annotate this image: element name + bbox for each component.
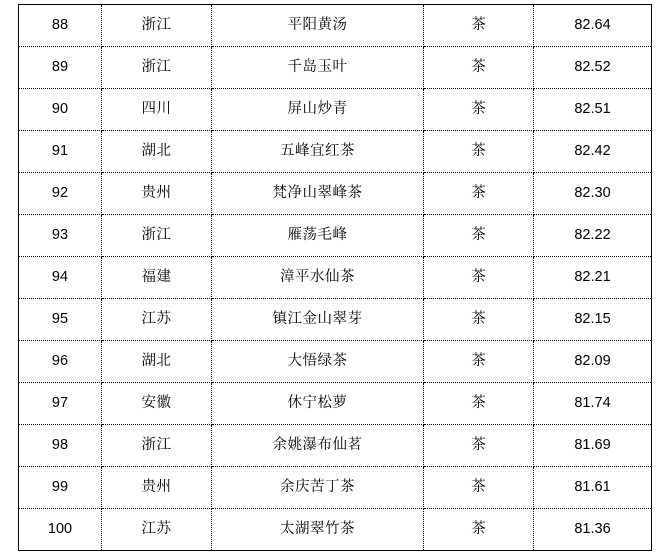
cell-region: 贵州: [102, 467, 212, 509]
cell-category: 茶: [424, 341, 534, 383]
cell-score: 82.51: [534, 89, 652, 131]
cell-category: 茶: [424, 509, 534, 551]
cell-region: 浙江: [102, 47, 212, 89]
table-row: [19, 5, 652, 47]
cell-region: 福建: [102, 257, 212, 299]
cell-category: 茶: [424, 131, 534, 173]
cell-product-name: 漳平水仙茶: [212, 257, 424, 299]
cell-product-name: 屏山炒青: [212, 89, 424, 131]
cell-rank: 97: [19, 383, 102, 425]
cell-score: 81.74: [534, 383, 652, 425]
cell-rank: 88: [19, 5, 102, 47]
cell-product-name: 余姚瀑布仙茗: [212, 425, 424, 467]
cell-rank: 100: [19, 509, 102, 551]
cell-category: 茶: [424, 5, 534, 47]
cell-product-name: 梵净山翠峰茶: [212, 173, 424, 215]
cell-product-name: 余庆苦丁茶: [212, 467, 424, 509]
table-row: [19, 47, 652, 89]
cell-region: 四川: [102, 89, 212, 131]
table-row: [19, 257, 652, 299]
cell-category: 茶: [424, 89, 534, 131]
cell-category: 茶: [424, 47, 534, 89]
cell-product-name: 镇江金山翠芽: [212, 299, 424, 341]
cell-score: 81.61: [534, 467, 652, 509]
cell-score: 82.42: [534, 131, 652, 173]
cell-rank: 95: [19, 299, 102, 341]
cell-rank: 94: [19, 257, 102, 299]
cell-region: 浙江: [102, 215, 212, 257]
table-row: [19, 467, 652, 509]
cell-category: 茶: [424, 467, 534, 509]
cell-product-name: 雁荡毛峰: [212, 215, 424, 257]
cell-product-name: 大悟绿茶: [212, 341, 424, 383]
cell-product-name: 太湖翠竹茶: [212, 509, 424, 551]
table-row: [19, 509, 652, 551]
cell-category: 茶: [424, 425, 534, 467]
ranking-table: [18, 4, 652, 551]
cell-region: 浙江: [102, 425, 212, 467]
cell-score: 82.30: [534, 173, 652, 215]
cell-score: 82.22: [534, 215, 652, 257]
cell-category: 茶: [424, 215, 534, 257]
cell-rank: 92: [19, 173, 102, 215]
cell-category: 茶: [424, 173, 534, 215]
table-body: [19, 5, 652, 551]
cell-category: 茶: [424, 257, 534, 299]
cell-product-name: 千岛玉叶: [212, 47, 424, 89]
cell-score: 82.64: [534, 5, 652, 47]
table-row: [19, 383, 652, 425]
cell-product-name: 五峰宜红茶: [212, 131, 424, 173]
cell-region: 江苏: [102, 299, 212, 341]
cell-region: 浙江: [102, 5, 212, 47]
cell-score: 81.69: [534, 425, 652, 467]
cell-rank: 99: [19, 467, 102, 509]
cell-rank: 96: [19, 341, 102, 383]
cell-category: 茶: [424, 299, 534, 341]
table-row: [19, 299, 652, 341]
cell-category: 茶: [424, 383, 534, 425]
table-row: [19, 215, 652, 257]
table-row: [19, 341, 652, 383]
cell-product-name: 休宁松萝: [212, 383, 424, 425]
cell-score: 82.15: [534, 299, 652, 341]
table-row: [19, 131, 652, 173]
cell-region: 江苏: [102, 509, 212, 551]
cell-score: 82.09: [534, 341, 652, 383]
cell-score: 82.21: [534, 257, 652, 299]
cell-rank: 90: [19, 89, 102, 131]
cell-region: 贵州: [102, 173, 212, 215]
cell-product-name: 平阳黄汤: [212, 5, 424, 47]
cell-rank: 89: [19, 47, 102, 89]
cell-score: 81.36: [534, 509, 652, 551]
cell-rank: 93: [19, 215, 102, 257]
cell-score: 82.52: [534, 47, 652, 89]
document-page: [0, 4, 669, 556]
table-row: [19, 173, 652, 215]
cell-rank: 98: [19, 425, 102, 467]
cell-region: 安徽: [102, 383, 212, 425]
cell-rank: 91: [19, 131, 102, 173]
cell-region: 湖北: [102, 341, 212, 383]
cell-region: 湖北: [102, 131, 212, 173]
table-row: [19, 89, 652, 131]
table-row: [19, 425, 652, 467]
